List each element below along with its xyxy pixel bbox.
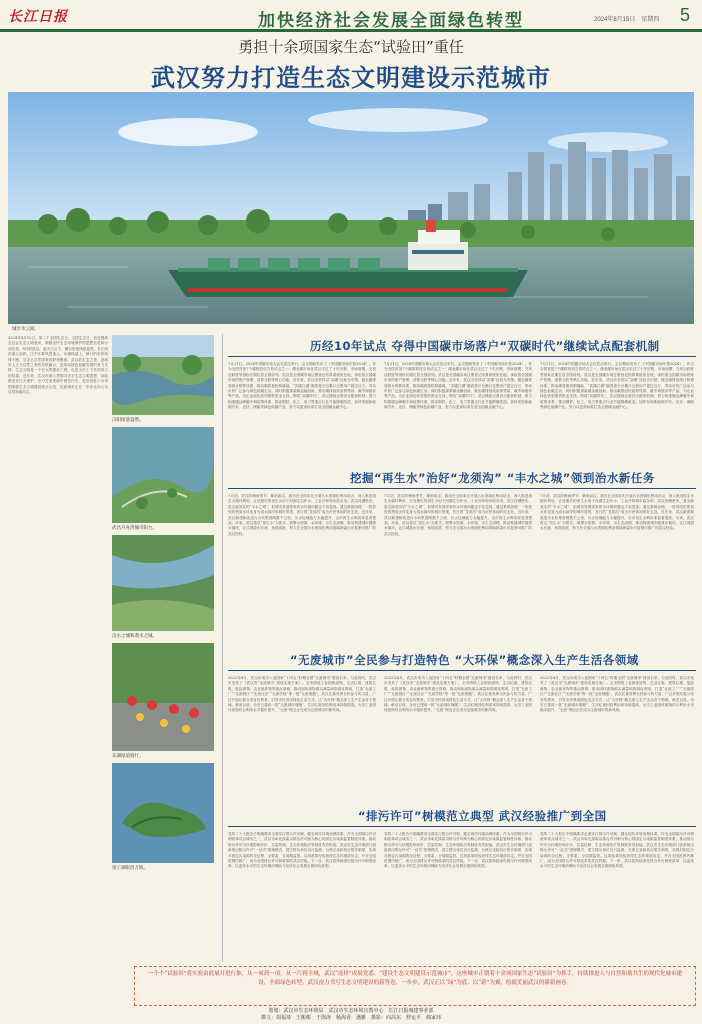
river-city-illustration (8, 92, 694, 324)
section-4-text-col2: 党的二十大报告中明确要求全面实行排污许可制，健全现代环境治理体系。作为全国排污许可制改革试点城市之一，武汉市率先探索以排污许可制为核心的固定污染源监管制度体系，推动排污许可与环境影响评价、总量控制、生态环境执法等制度有效衔接。武汉市生态环境部门创新推出排污许可“一证式”管理模式，建立排污单位自行监测、台账记录和执行报告制度，实现对固定污染源的全过程、全要素、全周期监管。这项改革经验获得生态环境部肯定，并在全国范围内推广，成为全国排污许可制改革的武汉样板。下一步，武汉将持续深化排污许可制度改革，以更高水平的生态环境治理助力经济社会发展全面绿色转型。 (384, 832, 532, 869)
island-illustration (112, 763, 214, 863)
newspaper-logo: 长江日报 (8, 9, 68, 25)
footer-planning-line: 策划：武汉市生态环境局 武汉市生态环境宣教中心 长江日报城建事业部 (268, 1008, 434, 1014)
wetland-caption: 汉水之城和谐水之城。 (112, 634, 157, 639)
cyclists-illustration (112, 643, 214, 751)
section-3-text-col3: 2022年4月，武汉市成功入选国家“十四五”时期全国“无废城市”建设名单，与此同时，武汉市发布了《武汉市“无废城市”建设实施方案》。全市围绕工业固体废物、生活垃圾、建筑垃圾、危险废物、农业废弃物等重点领域，推动固体废物源头减量和资源化利用，打造“无废工厂”“无废园区”“无废社区”“无废学校”等一批“无废细胞”。武汉注重发挥全民参与的力量，广泛开展垃圾分类宣传教育，引导市民养成绿色生活方式，让“大环保”概念深入生产生活各个领域。截至目前，全市已建成一批“无废城市细胞”，生活垃圾回收利用率持续提高，大宗工业固体废物综合利用水平稳步提升，“无废”理念正在成为这座城市的新风尚。 (540, 676, 694, 713)
section-2-text-col2: 7月初，武汉的梅雨季节，暴雨如注。我市在全国率先开展污水资源化利用试点，深入推进再生水循环利用，让处理后的再生水用于河湖生态补水、工业冷却和市政杂用。武汉河湖密布，是名副其实的“丰水之城”，但城市发展带来的水环境问题也不容忽视。通过系统治理，一批曾经的黑臭水体变身为清水绿岸的城市景观，昔日的“龙须沟”成为市民休闲的好去处。近年来，武汉新建和改造污水收集管网数千公里，污水处理能力大幅提升，全市再生水利用率显著提高。未来，武汉将以“再生水”为抓手，统筹水资源、水环境、水生态治理，推动构建城市健康水循环，让江城碧水长流、鱼翔浅底，努力在全国污水资源化利用领域探索出可复制可推广的武汉经验。 (384, 494, 532, 536)
main-photo-river-city (8, 92, 694, 324)
photo-island (112, 763, 214, 863)
section-3-text-col2: 2022年4月，武汉市成功入选国家“十四五”时期全国“无废城市”建设名单，与此同时，武汉市发布了《武汉市“无废城市”建设实施方案》。全市围绕工业固体废物、生活垃圾、建筑垃圾、危险废物、农业废弃物等重点领域，推动固体废物源头减量和资源化利用，打造“无废工厂”“无废园区”“无废社区”“无废学校”等一批“无废细胞”。武汉注重发挥全民参与的力量，广泛开展垃圾分类宣传教育，引导市民养成绿色生活方式，让“大环保”概念深入生产生活各个领域。截至目前，全市已建成一批“无废城市细胞”，生活垃圾回收利用率持续提高，大宗工业固体废物综合利用水平稳步提升，“无废”理念正在成为这座城市的新风尚。 (384, 676, 532, 713)
section-3-title: “无废城市”全民参与打造特色 “大环保”概念深入生产生活各领域 (290, 653, 639, 667)
column-divider (222, 334, 223, 962)
section-4-text-col1: 党的二十大报告中明确要求全面实行排污许可制，健全现代环境治理体系。作为全国排污许可制改革试点城市之一，武汉市率先探索以排污许可制为核心的固定污染源监管制度体系，推动排污许可与环境影响评价、总量控制、生态环境执法等制度有效衔接。武汉市生态环境部门创新推出排污许可“一证式”管理模式，建立排污单位自行监测、台账记录和执行报告制度，实现对固定污染源的全过程、全要素、全周期监管。这项改革经验获得生态环境部肯定，并在全国范围内推广，成为全国排污许可制改革的武汉样板。下一步，武汉将持续深化排污许可制度改革，以更高水平的生态环境治理助力经济社会发展全面绿色转型。 (228, 832, 376, 869)
peninsula-caption: 武昌月亮湾城市阳台。 (112, 526, 157, 531)
section-2-text-col3: 7月初，武汉的梅雨季节，暴雨如注。我市在全国率先开展污水资源化利用试点，深入推进再生水循环利用，让处理后的再生水用于河湖生态补水、工业冷却和市政杂用。武汉河湖密布，是名副其实的“丰水之城”，但城市发展带来的水环境问题也不容忽视。通过系统治理，一批曾经的黑臭水体变身为清水绿岸的城市景观，昔日的“龙须沟”成为市民休闲的好去处。近年来，武汉新建和改造污水收集管网数千公里，污水处理能力大幅提升，全市再生水利用率显著提高。未来，武汉将以“再生水”为抓手，统筹水资源、水环境、水生态治理，推动构建城市健康水循环，让江城碧水长流、鱼翔浅底，努力在全国污水资源化利用领域探索出可复制可推广的武汉经验。 (540, 494, 694, 531)
issue-date: 2024年8月15日 星期四 (594, 17, 660, 23)
section-title: 加快经济社会发展全面绿色转型 (258, 11, 524, 31)
section-2-text-col1: 7月初，武汉的梅雨季节，暴雨如注。我市在全国率先开展污水资源化利用试点，深入推进再生水循环利用，让处理后的再生水用于河湖生态补水、工业冷却和市政杂用。武汉河湖密布，是名副其实的“丰水之城”，但城市发展带来的水环境问题也不容忽视。通过系统治理，一批曾经的黑臭水体变身为清水绿岸的城市景观，昔日的“龙须沟”成为市民休闲的好去处。近年来，武汉新建和改造污水收集管网数千公里，污水处理能力大幅提升，全市再生水利用率显著提高。未来，武汉将以“再生水”为抓手，统筹水资源、水环境、水生态治理，推动构建城市健康水循环，让江城碧水长流、鱼翔浅底，努力在全国污水资源化利用领域探索出可复制可推广的武汉经验。 (228, 494, 376, 536)
section-3-text-col1: 2022年4月，武汉市成功入选国家“十四五”时期全国“无废城市”建设名单，与此同时，武汉市发布了《武汉市“无废城市”建设实施方案》。全市围绕工业固体废物、生活垃圾、建筑垃圾、危险废物、农业废弃物等重点领域，推动固体废物源头减量和资源化利用，打造“无废工厂”“无废园区”“无废社区”“无废学校”等一批“无废细胞”。武汉注重发挥全民参与的力量，广泛开展垃圾分类宣传教育，引导市民养成绿色生活方式，让“大环保”概念深入生产生活各个领域。截至目前，全市已建成一批“无废城市细胞”，生活垃圾回收利用率持续提高，大宗工业固体废物综合利用水平稳步提升，“无废”理念正在成为这座城市的新风尚。 (228, 676, 376, 713)
section-1-text-col2: 7月21日，2024中国碳市场大会在武汉举行，会议期间发布了《中国碳市场年报2024》。作为全国首批7个碳排放权交易试点之一，湖北碳市场在武汉走过了十年历程，市场规模、交易活跃度等指标长期位居全国前列。武汉是全国碳市场注册登记结算系统所在地，承担着全国碳市场的账户管理、清算交收等核心功能。近年来，武汉市坚持以“双碳”目标为引领，健全碳排放统计核算体系，推动碳普惠机制落地，“武碳江湖”碳普惠平台累计注册用户超过百万，带动市民广泛参与绿色低碳生活。同时积极探索碳金融创新，推出碳排放权质押贷款、碳中和债券等产品，为企业绿色转型提供资金支持。围绕“双碳时代”，武汉继续完善试点配套机制，着力构建碳达峰碳中和政策体系，推动钢铁、化工、电力等重点行业节能降碳改造，加快发展新能源汽车、光伏、储能等绿色低碳产业，努力以更高标准打造全国碳金融中心。 (384, 362, 532, 410)
section-4-title: “排污许可”树模范立典型 武汉经验推广到全国 (358, 809, 607, 823)
photo-lake (112, 335, 214, 415)
footer-credits (0, 1008, 702, 1024)
photo-wetland (112, 535, 214, 631)
footer-authors-line: 撰文：胡福琦 王彬彬 于海涛 杨海香 潘雅 摄影：向高东 舒运平 韩家玮 (260, 1015, 441, 1021)
section-1-text-col3: 7月21日，2024中国碳市场大会在武汉举行，会议期间发布了《中国碳市场年报2024》。作为全国首批7个碳排放权交易试点之一，湖北碳市场在武汉走过了十年历程，市场规模、交易活跃度等指标长期位居全国前列。武汉是全国碳市场注册登记结算系统所在地，承担着全国碳市场的账户管理、清算交收等核心功能。近年来，武汉市坚持以“双碳”目标为引领，健全碳排放统计核算体系，推动碳普惠机制落地，“武碳江湖”碳普惠平台累计注册用户超过百万，带动市民广泛参与绿色低碳生活。同时积极探索碳金融创新，推出碳排放权质押贷款、碳中和债券等产品，为企业绿色转型提供资金支持。围绕“双碳时代”，武汉继续完善试点配套机制，着力构建碳达峰碳中和政策体系，推动钢铁、化工、电力等重点行业节能降碳改造，加快发展新能源汽车、光伏、储能等绿色低碳产业，努力以更高标准打造全国碳金融中心。 (540, 362, 694, 410)
lake-illustration (112, 335, 214, 415)
kicker-headline: 勇担十余项国家生态“试验田”重任 (238, 38, 464, 56)
section-3-rule (228, 670, 696, 671)
cyclists-caption: 东湖绿道骑行。 (112, 754, 144, 759)
intro-text: 2024年8月15日，第二个全国生态日。全国生态日，旨在提高全社会生态文明意识，增强全民生态环境保护的思想自觉和行动自觉。8月的武汉，蓝天白云下，满目皆是绿意盎然。长江两岸游人如织，江中江畔风景迷人。东湖绿道上，骑行的市民络绎不绝，尽享大自然带来的舒适惬意。武汉的生态之美，是城市人文与自然之美的有机融合，是推动绿色低碳发展的有力支撑。生态文明是一个宏大的建设工程，也是全市上下共同努力的结果。近年来，武汉市深入贯彻习近平生态文明思想，持续推进长江大保护，全力打造美丽中国先行区，先后获批十余项国家级生态文明建设试点示范，这座城市正在一步步走向人与自然和谐共生。 (8, 336, 108, 395)
photo-cyclists (112, 643, 214, 751)
section-1-title: 历经10年试点 夺得中国碳市场落户“双碳时代”继续试点配套机制 (310, 339, 660, 353)
main-photo-caption: 城市水云间。 (12, 327, 39, 332)
section-2-title: 挖掘“再生水”治好“龙须沟” “丰水之城”领到治水新任务 (350, 471, 655, 485)
section-1-rule (228, 356, 696, 357)
summary-callout: 一个个“试验田”将实验由此展开进行推，从一项到一项，从一片到全域，武汉“选择”成展党悉。“建设生态文明建设示范城市”，这座城市正朝着十余项国家生态“试验田”为抓手，持续推进人与自然和谐共生的现代化城市建设，全面绿色转型，武汉奋力书写生态文明建设的新答卷，一步步，武汉正以“绿”为底、以“新”为翼，绘就美丽武汉的崭新画卷。 (134, 966, 696, 1006)
section-2-rule (228, 488, 696, 489)
peninsula-illustration (112, 427, 214, 523)
section-4-text-col3: 党的二十大报告中明确要求全面实行排污许可制，健全现代环境治理体系。作为全国排污许可制改革试点城市之一，武汉市率先探索以排污许可制为核心的固定污染源监管制度体系，推动排污许可与环境影响评价、总量控制、生态环境执法等制度有效衔接。武汉市生态环境部门创新推出排污许可“一证式”管理模式，建立排污单位自行监测、台账记录和执行报告制度，实现对固定污染源的全过程、全要素、全周期监管。这项改革经验获得生态环境部肯定，并在全国范围内推广，成为全国排污许可制改革的武汉样板。下一步，武汉将持续深化排污许可制度改革，以更高水平的生态环境治理助力经济社会发展全面绿色转型。 (540, 832, 694, 869)
island-caption: 梁子湖眼泪万顷。 (112, 866, 148, 871)
wetland-illustration (112, 535, 214, 631)
main-headline: 武汉努力打造生态文明建设示范城市 (151, 64, 551, 92)
section-4-rule (228, 826, 696, 827)
photo-peninsula (112, 427, 214, 523)
page-number: 5 (680, 5, 691, 25)
lake-caption: 汉阳绿意盎然。 (112, 418, 144, 423)
section-1-text-col1: 7月21日，2024中国碳市场大会在武汉举行，会议期间发布了《中国碳市场年报2024》。作为全国首批7个碳排放权交易试点之一，湖北碳市场在武汉走过了十年历程，市场规模、交易活跃度等指标长期位居全国前列。武汉是全国碳市场注册登记结算系统所在地，承担着全国碳市场的账户管理、清算交收等核心功能。近年来，武汉市坚持以“双碳”目标为引领，健全碳排放统计核算体系，推动碳普惠机制落地，“武碳江湖”碳普惠平台累计注册用户超过百万，带动市民广泛参与绿色低碳生活。同时积极探索碳金融创新，推出碳排放权质押贷款、碳中和债券等产品，为企业绿色转型提供资金支持。围绕“双碳时代”，武汉继续完善试点配套机制，着力构建碳达峰碳中和政策体系，推动钢铁、化工、电力等重点行业节能降碳改造，加快发展新能源汽车、光伏、储能等绿色低碳产业，努力以更高标准打造全国碳金融中心。 (228, 362, 376, 410)
